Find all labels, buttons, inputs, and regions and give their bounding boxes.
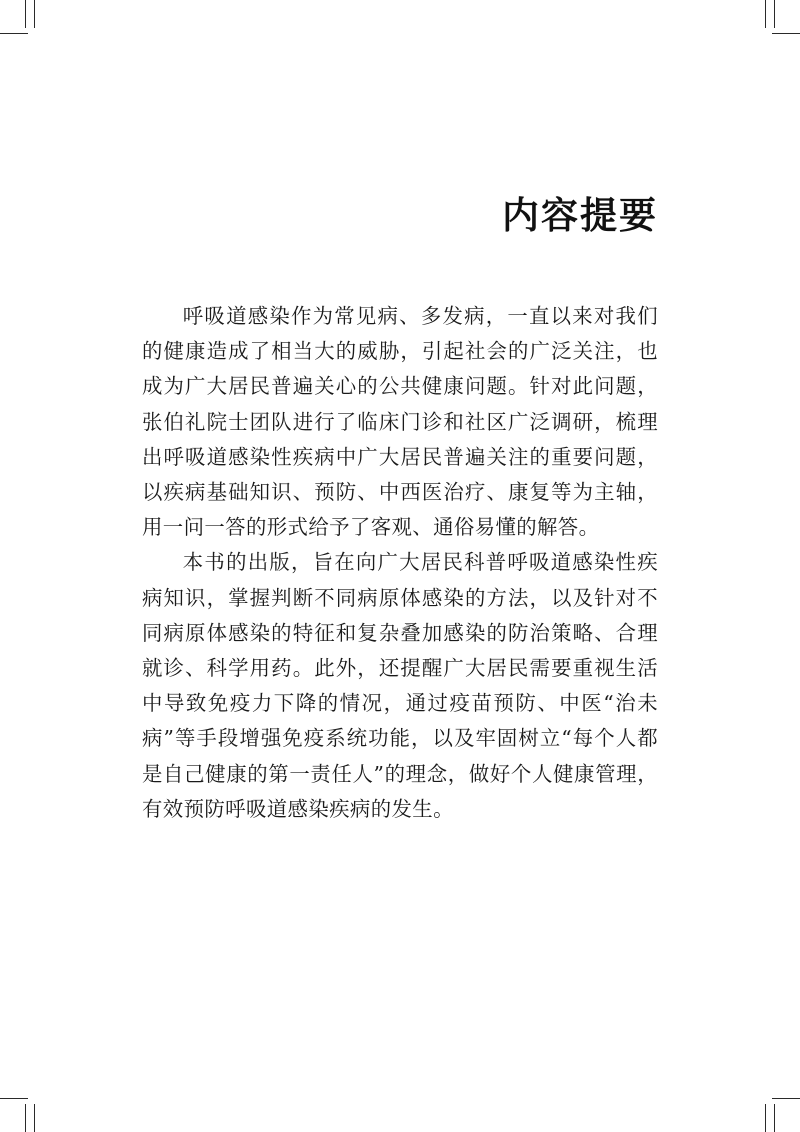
crop-mark-bottom-right-v1 [765,1104,766,1132]
page-title: 内容提要 [502,193,658,237]
crop-mark-bottom-left-v2 [34,1104,35,1132]
crop-mark-top-right-h [772,33,800,34]
crop-mark-bottom-left-v1 [25,1104,26,1132]
crop-mark-top-right-v2 [774,0,775,28]
summary-paragraph-1: 呼吸道感染作为常见病、多发病，一直以来对我们的健康造成了相当大的威胁，引起社会的广泛关注，也成为广大居民普遍关心的公共健康问题。针对此问题，张伯礼院士团队进行了临床门诊和社区广泛调研，梳理出呼吸道感染性疾病中广大居民普遍关注的重要问题，以疾病基础知识、预防、中西医治疗、康复等为主轴，用一问一答的形式给予了客观、通俗易懂的解答。 [142,304,658,540]
crop-mark-bottom-left-h [0,1098,28,1099]
crop-mark-top-left-v1 [25,0,26,28]
crop-mark-top-left-v2 [34,0,35,28]
crop-mark-top-right-v1 [765,0,766,28]
crop-mark-bottom-right-v2 [774,1104,775,1132]
summary-body [142,299,658,827]
summary-paragraph-2: 本书的出版，旨在向广大居民科普呼吸道感染性疾病知识，掌握判断不同病原体感染的方法，以及针对不同病原体感染的特征和复杂叠加感染的防治策略、合理就诊、科学用药。此外，还提醒广大居民需要重视生活中导致免疫力下降的情况，通过疫苗预防、中医“治未病”等手段增强免疫系统功能，以及牢固树立“每个人都是自己健康的第一责任人”的理念，做好个人健康管理，有效预防呼吸道感染疾病的发生。 [142,550,658,821]
crop-mark-bottom-right-h [772,1098,800,1099]
crop-mark-top-left-h [0,33,28,34]
